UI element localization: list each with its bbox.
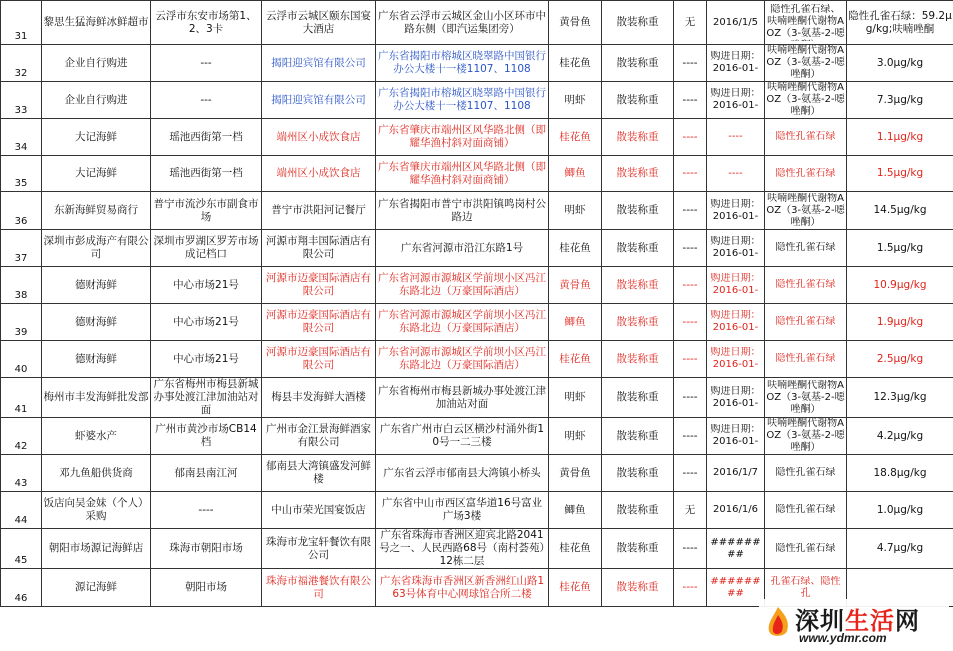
product-name: 鲫鱼 <box>549 492 602 529</box>
row-number: 40 <box>1 341 42 378</box>
brand: ---- <box>674 156 707 192</box>
failed-item-text: 隐性孔雀石绿 <box>775 279 836 290</box>
row-number: 39 <box>1 304 42 341</box>
purchase-date-text: 2016/1/7 <box>713 467 758 478</box>
brand: ---- <box>674 341 707 378</box>
table-row <box>1 455 953 492</box>
purchase-date-text: 购进日期：2016-01- <box>710 347 761 370</box>
row-number: 36 <box>1 192 42 230</box>
purchase-date-text: 购进日期：2016-01- <box>710 310 761 333</box>
supplier-address: 深圳市罗湖区罗芳市场成记档口 <box>151 230 262 267</box>
packaging: 散装称重 <box>602 341 674 378</box>
outlet-address: 广东省河源市沿江东路1号 <box>376 230 549 267</box>
outlet-name: 河源市迈豪国际酒店有限公司 <box>262 267 376 304</box>
table-row <box>1 1 953 45</box>
outlet-name: 中山市荣光国宴饭店 <box>262 492 376 529</box>
test-result: 1.0μg/kg <box>847 492 953 529</box>
brand: ---- <box>674 418 707 455</box>
failed-item <box>765 492 847 529</box>
outlet-address: 广东省河源市源城区学前坝小区冯江东路北边（万豪国际酒店） <box>376 267 549 304</box>
failed-item-text: 隐性孔雀石绿 <box>775 167 836 179</box>
row-number: 31 <box>1 1 42 45</box>
failed-item <box>765 192 847 230</box>
table-row <box>1 378 953 418</box>
row-number: 43 <box>1 455 42 492</box>
packaging: 散装称重 <box>602 1 674 45</box>
row-number: 32 <box>1 45 42 82</box>
failed-item-text: 呋喃唑酮代谢物AOZ（3-氨基-2-噁唑酮） <box>766 192 845 228</box>
purchase-date <box>707 341 765 378</box>
packaging: 散装称重 <box>602 304 674 341</box>
test-result: 1.5μg/kg <box>847 230 953 267</box>
failed-item-text: 隐性孔雀石绿 <box>775 242 836 253</box>
table-row <box>1 418 953 455</box>
outlet-name: 梅县丰发海鲜大酒楼 <box>262 378 376 418</box>
failed-item <box>765 455 847 492</box>
product-name: 鲫鱼 <box>549 304 602 341</box>
failed-item <box>765 156 847 192</box>
supplier-name: 大记海鲜 <box>42 119 151 156</box>
row-number: 34 <box>1 119 42 156</box>
brand: 无 <box>674 492 707 529</box>
table-row <box>1 267 953 304</box>
outlet-name: 河源市迈豪国际酒店有限公司 <box>262 304 376 341</box>
product-name: 桂花鱼 <box>549 119 602 156</box>
packaging: 散装称重 <box>602 45 674 82</box>
site-logo-icon <box>763 605 793 641</box>
outlet-address: 广东省揭阳市榕城区晓翠路中国银行办公大楼十一楼1107、1108 <box>376 82 549 119</box>
purchase-date <box>707 304 765 341</box>
brand: ---- <box>674 304 707 341</box>
outlet-name: 云浮市云城区颐东国宴大酒店 <box>262 1 376 45</box>
purchase-date <box>707 455 765 492</box>
table-body <box>1 1 953 607</box>
failed-item <box>765 82 847 119</box>
brand: 无 <box>674 1 707 45</box>
supplier-name: 梅州市丰发海鲜批发部 <box>42 378 151 418</box>
test-result: 隐性孔雀石绿：59.2μg/kg;呋喃唑酮 <box>847 1 953 45</box>
test-result: 10.9μg/kg <box>847 267 953 304</box>
failed-item-text: 隐性孔雀石绿 <box>775 467 836 478</box>
failed-item-text: 隐性孔雀石绿 <box>775 316 836 327</box>
row-number: 38 <box>1 267 42 304</box>
outlet-name: 珠海市福港餐饮有限公司 <box>262 569 376 607</box>
purchase-date-text: ---- <box>728 167 743 179</box>
supplier-name: 德财海鲜 <box>42 304 151 341</box>
purchase-date-text: 购进日期：2016-01- <box>710 51 761 74</box>
table-row <box>1 529 953 569</box>
supplier-name: 德财海鲜 <box>42 341 151 378</box>
supplier-name: 深圳市彭成海产有限公司 <box>42 230 151 267</box>
product-name: 明虾 <box>549 82 602 119</box>
supplier-name: 大记海鲜 <box>42 156 151 192</box>
purchase-date-text: 购进日期：2016-01- <box>710 236 761 259</box>
product-name: 桂花鱼 <box>549 569 602 607</box>
purchase-date <box>707 119 765 156</box>
purchase-date <box>707 492 765 529</box>
row-number: 35 <box>1 156 42 192</box>
outlet-address: 广东省梅州市梅县新城办事处渡江津加油站对面 <box>376 378 549 418</box>
outlet-name: 揭阳迎宾馆有限公司 <box>262 45 376 82</box>
supplier-name: 饭店向吴金妹（个人）采购 <box>42 492 151 529</box>
purchase-date-text: 购进日期：2016-01- <box>710 424 761 447</box>
supplier-address: 广州市黄沙市场CB14档 <box>151 418 262 455</box>
row-number: 41 <box>1 378 42 418</box>
supplier-name: 朝阳市场源记海鲜店 <box>42 529 151 569</box>
purchase-date-text: ######## <box>710 536 761 560</box>
row-number: 33 <box>1 82 42 119</box>
outlet-address: 广东省珠海市香洲区迎宾北路2041号之一、人民西路68号（南村荟苑）12栋二层 <box>376 529 549 569</box>
packaging: 散装称重 <box>602 119 674 156</box>
test-result: 1.9μg/kg <box>847 304 953 341</box>
supplier-address: 珠海市朝阳市场 <box>151 529 262 569</box>
purchase-date-text: 购进日期：2016-01- <box>710 385 761 409</box>
brand: ---- <box>674 230 707 267</box>
failed-item <box>765 341 847 378</box>
test-result: 12.3μg/kg <box>847 378 953 418</box>
table-row <box>1 192 953 230</box>
outlet-name: 普宁市洪阳河记餐厅 <box>262 192 376 230</box>
failed-item <box>765 418 847 455</box>
brand: ---- <box>674 82 707 119</box>
brand: ---- <box>674 192 707 230</box>
purchase-date-text: 2016/1/5 <box>713 16 758 28</box>
failed-item <box>765 45 847 82</box>
product-name: 桂花鱼 <box>549 341 602 378</box>
test-result: 14.5μg/kg <box>847 192 953 230</box>
outlet-name: 郁南县大湾镇盛发河鲜楼 <box>262 455 376 492</box>
table-row <box>1 156 953 192</box>
product-name: 明虾 <box>549 378 602 418</box>
watermark <box>759 599 949 649</box>
purchase-date <box>707 418 765 455</box>
supplier-address: 中心市场21号 <box>151 341 262 378</box>
table-row <box>1 119 953 156</box>
table-row <box>1 230 953 267</box>
failed-item <box>765 230 847 267</box>
failed-item-text: 呋喃唑酮代谢物AOZ（3-氨基-2-噁唑酮） <box>766 418 845 453</box>
brand: ---- <box>674 119 707 156</box>
outlet-name: 河源市翔丰国际酒店有限公司 <box>262 230 376 267</box>
outlet-address: 广东省河源市源城区学前坝小区冯江东路北边（万豪国际酒店） <box>376 341 549 378</box>
brand: ---- <box>674 378 707 418</box>
test-result: 1.1μg/kg <box>847 119 953 156</box>
supplier-address: 普宁市流沙东市副食市场 <box>151 192 262 230</box>
brand: ---- <box>674 267 707 304</box>
outlet-name: 广州市金江景海鲜酒家有限公司 <box>262 418 376 455</box>
supplier-address: 瑶池西街第一档 <box>151 119 262 156</box>
supplier-address: 朝阳市场 <box>151 569 262 607</box>
table-row <box>1 82 953 119</box>
packaging: 散装称重 <box>602 156 674 192</box>
table-row <box>1 304 953 341</box>
row-number: 44 <box>1 492 42 529</box>
outlet-address: 广东省肇庆市端州区风华路北侧（即耀华渔村斜对面商铺） <box>376 119 549 156</box>
table-row <box>1 45 953 82</box>
supplier-name: 东新海鲜贸易商行 <box>42 192 151 230</box>
failed-item-text: 隐性孔雀石绿 <box>775 542 836 554</box>
purchase-date-text: 购进日期：2016-01- <box>710 88 761 111</box>
brand: ---- <box>674 45 707 82</box>
outlet-name: 端州区小成饮食店 <box>262 156 376 192</box>
product-name: 黄骨鱼 <box>549 455 602 492</box>
product-name: 明虾 <box>549 418 602 455</box>
brand: ---- <box>674 455 707 492</box>
packaging: 散装称重 <box>602 529 674 569</box>
failed-item-text: 孔雀石绿、隐性孔 <box>770 575 841 599</box>
failed-item <box>765 378 847 418</box>
packaging: 散装称重 <box>602 455 674 492</box>
supplier-name: 黎思生猛海鲜冰鲜超市 <box>42 1 151 45</box>
purchase-date <box>707 82 765 119</box>
packaging: 散装称重 <box>602 569 674 607</box>
supplier-address: ---- <box>151 492 262 529</box>
watermark-title: 深圳生活网 <box>795 607 920 635</box>
watermark-url: www.ydmr.com <box>799 631 887 645</box>
outlet-name: 河源市迈豪国际酒店有限公司 <box>262 341 376 378</box>
outlet-address: 广东省中山市西区富华道16号富业广场3楼 <box>376 492 549 529</box>
purchase-date <box>707 45 765 82</box>
supplier-address: 瑶池西街第一档 <box>151 156 262 192</box>
purchase-date-text: ---- <box>728 131 743 142</box>
test-result: 18.8μg/kg <box>847 455 953 492</box>
packaging: 散装称重 <box>602 82 674 119</box>
purchase-date-text: ######## <box>710 575 761 599</box>
supplier-address: 中心市场21号 <box>151 304 262 341</box>
failed-item-text: 隐性孔雀石绿 <box>775 353 836 364</box>
supplier-name: 邓九鱼船供货商 <box>42 455 151 492</box>
purchase-date <box>707 569 765 607</box>
outlet-address: 广东省河源市源城区学前坝小区冯江东路北边（万豪国际酒店） <box>376 304 549 341</box>
packaging: 散装称重 <box>602 378 674 418</box>
packaging: 散装称重 <box>602 267 674 304</box>
outlet-name: 珠海市龙宝轩餐饮有限公司 <box>262 529 376 569</box>
outlet-name: 端州区小成饮食店 <box>262 119 376 156</box>
purchase-date-text: 购进日期：2016-01- <box>710 198 761 222</box>
test-result: 7.3μg/kg <box>847 82 953 119</box>
table-row <box>1 341 953 378</box>
failed-item <box>765 1 847 45</box>
brand: ---- <box>674 529 707 569</box>
purchase-date <box>707 378 765 418</box>
product-name: 黄骨鱼 <box>549 267 602 304</box>
packaging: 散装称重 <box>602 492 674 529</box>
purchase-date <box>707 1 765 45</box>
test-result: 4.7μg/kg <box>847 529 953 569</box>
row-number: 37 <box>1 230 42 267</box>
brand: ---- <box>674 569 707 607</box>
supplier-address: --- <box>151 82 262 119</box>
supplier-address: 郁南县南江河 <box>151 455 262 492</box>
supplier-name: 源记海鲜 <box>42 569 151 607</box>
purchase-date <box>707 156 765 192</box>
row-number: 46 <box>1 569 42 607</box>
test-result: 1.5μg/kg <box>847 156 953 192</box>
test-result: 3.0μg/kg <box>847 45 953 82</box>
failed-item-text: 隐性孔雀石绿、呋喃唑酮代谢物AOZ（3-氨基-2-噁 <box>766 4 845 39</box>
product-name: 鲫鱼 <box>549 156 602 192</box>
outlet-address: 广东省云浮市郁南县大湾镇小桥头 <box>376 455 549 492</box>
packaging: 散装称重 <box>602 192 674 230</box>
outlet-address: 广东省广州市白云区横沙村涌外街10号一二三楼 <box>376 418 549 455</box>
test-result: 4.2μg/kg <box>847 418 953 455</box>
failed-item <box>765 304 847 341</box>
outlet-address: 广东省肇庆市端州区风华路北侧（即耀华渔村斜对面商铺） <box>376 156 549 192</box>
failed-item <box>765 119 847 156</box>
failed-item <box>765 267 847 304</box>
outlet-address: 广东省揭阳市普宁市洪阳镇鸣岗村公路边 <box>376 192 549 230</box>
failed-item-text: 隐性孔雀石绿 <box>775 504 836 515</box>
outlet-address: 广东省珠海市香洲区新香洲红山路163号体育中心网球馆合所二楼 <box>376 569 549 607</box>
purchase-date <box>707 192 765 230</box>
failed-item-text: 呋喃唑酮代谢物AOZ（3-氨基-2-噁唑酮） <box>766 82 845 117</box>
row-number: 45 <box>1 529 42 569</box>
outlet-address: 广东省揭阳市榕城区晓翠路中国银行办公大楼十一楼1107、1108 <box>376 45 549 82</box>
supplier-name: 企业自行购进 <box>42 45 151 82</box>
purchase-date-text: 购进日期：2016-01- <box>710 273 761 296</box>
purchase-date <box>707 230 765 267</box>
failed-item <box>765 529 847 569</box>
outlet-address: 广东省云浮市云城区金山小区环市中路东侧（即汽运集团旁） <box>376 1 549 45</box>
supplier-name: 企业自行购进 <box>42 82 151 119</box>
product-name: 桂花鱼 <box>549 45 602 82</box>
product-name: 桂花鱼 <box>549 230 602 267</box>
failed-item-text: 呋喃唑酮代谢物AOZ（3-氨基-2-噁唑酮） <box>766 45 845 80</box>
product-name: 黄骨鱼 <box>549 1 602 45</box>
purchase-date-text: 2016/1/6 <box>713 504 758 515</box>
product-name: 明虾 <box>549 192 602 230</box>
table-row <box>1 492 953 529</box>
outlet-name: 揭阳迎宾馆有限公司 <box>262 82 376 119</box>
packaging: 散装称重 <box>602 418 674 455</box>
purchase-date <box>707 267 765 304</box>
supplier-address: 广东省梅州市梅县新城办事处渡江津加油站对面 <box>151 378 262 418</box>
supplier-address: 云浮市东安市场第1、2、3卡 <box>151 1 262 45</box>
row-number: 42 <box>1 418 42 455</box>
purchase-date <box>707 529 765 569</box>
failed-item-text: 隐性孔雀石绿 <box>775 131 836 142</box>
supplier-address: --- <box>151 45 262 82</box>
supplier-address: 中心市场21号 <box>151 267 262 304</box>
product-name: 桂花鱼 <box>549 529 602 569</box>
packaging: 散装称重 <box>602 230 674 267</box>
test-result: 2.5μg/kg <box>847 341 953 378</box>
failed-item-text: 呋喃唑酮代谢物AOZ（3-氨基-2-噁唑酮） <box>766 379 845 415</box>
supplier-name: 虾婆水产 <box>42 418 151 455</box>
supplier-name: 德财海鲜 <box>42 267 151 304</box>
